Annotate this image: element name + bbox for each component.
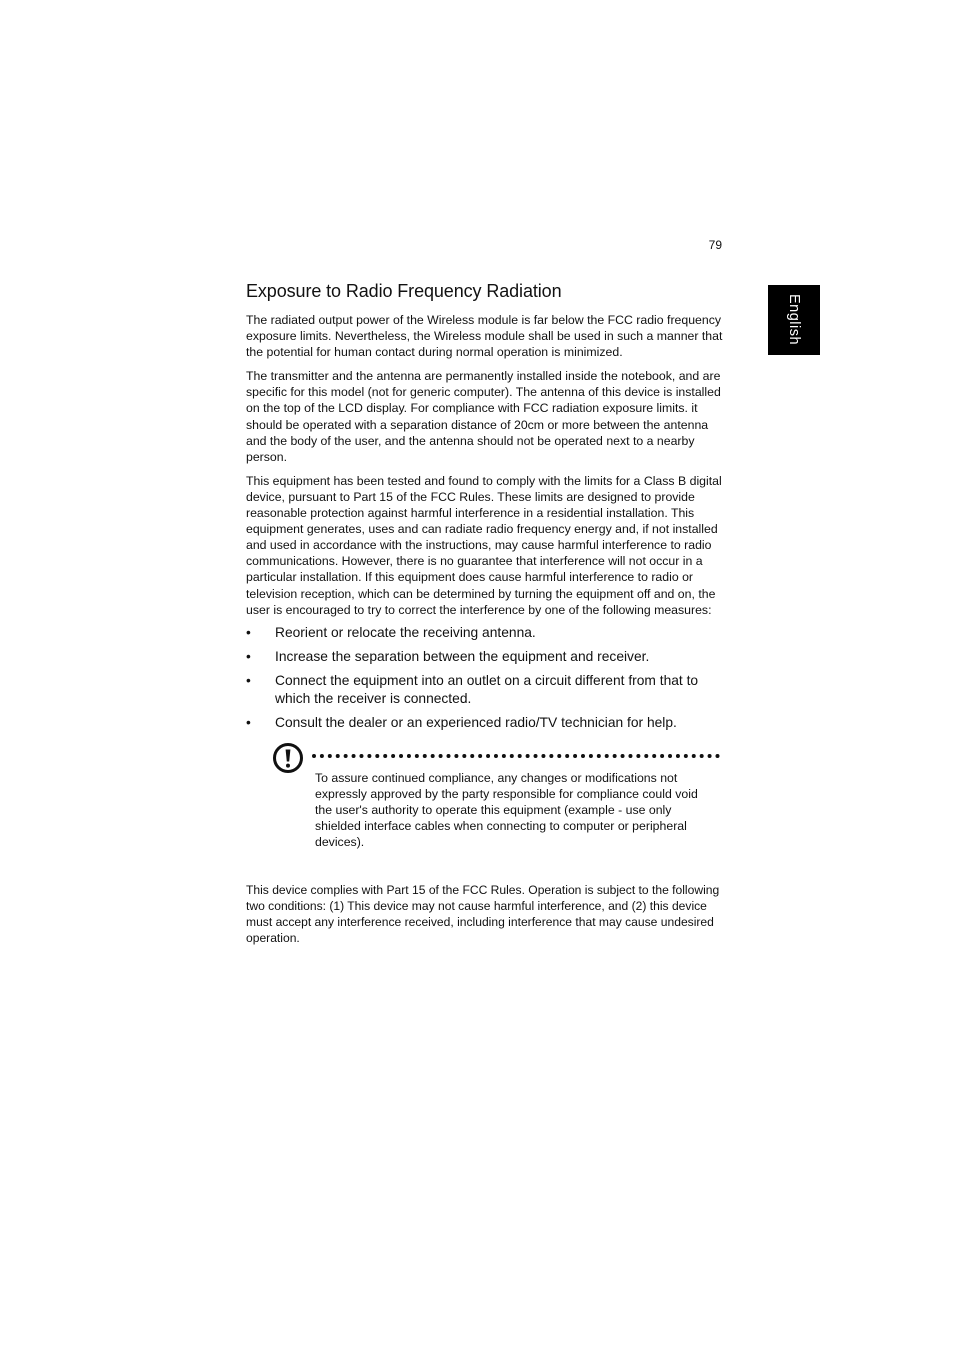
bullet-marker: • [246,672,251,688]
section-title: Exposure to Radio Frequency Radiation [246,281,562,301]
compliance-statement: This device complies with Part 15 of the FCC Rules. Operation is subject to the following two conditions: (1) This device may not cause harmful interference, and (2) this device must accept any interference received, including interference that may cause undesired operation. [246,882,720,945]
bullet-marker: • [246,624,251,640]
bullet-marker: • [246,648,251,664]
list-item-text: Increase the separation between the equipment and receiver. [275,648,650,664]
paragraph-antenna: The transmitter and the antenna are permanently installed inside the notebook, and are specific for this model (not for generic computer). The antenna of this device is installed on the top of the LCD display. For compliance with FCC radiation exposure limits. it should be operated with a separation distance of 20cm or more between the antenna and the body of the user, and the antenna should not be operated next to a nearby person. [246,369,721,464]
list-item-text: Consult the dealer or an experienced radio/TV technician for help. [275,714,677,730]
exclamation-circle-icon [272,742,304,774]
list-item-text: Connect the equipment into an outlet on a circuit different from that to which the receiver is connected. [275,672,699,706]
list-item [246,714,724,732]
list-item-text: Reorient or relocate the receiving antenna. [275,624,536,640]
language-tab [768,285,820,355]
list-item [246,648,724,666]
paragraph-output-power: The radiated output power of the Wireless module is far below the FCC radio frequency exposure limits. Nevertheless, the Wireless module shall be used in such a manner that the potential for human contact during normal operation is minimized. [246,313,723,360]
note-divider [312,754,720,758]
list-item [246,624,724,642]
language-tab-label: English [786,294,802,346]
caution-note [246,742,724,862]
bullet-marker: • [246,714,251,730]
list-item [246,672,724,708]
measures-list [246,624,724,732]
paragraph-class-b: This equipment has been tested and found to comply with the limits for a Class B digital device, pursuant to Part 15 of the FCC Rules. These limits are designed to provide reasonable protection against harmful interference in a residential installation. This equipment generates, uses and can radiate radio frequency energy and, if not installed and used in accordance with the instructions, may cause harmful interference to radio communications. However, there is no guarantee that interference will not occur in a particular installation. If this equipment does cause harmful interference to radio or television reception, which can be determined by turning the equipment off and on, the user is encouraged to try to correct the interference by one of the following measures: [246,473,722,617]
main-content [246,280,724,946]
note-text: To assure continued compliance, any changes or modifications not expressly approved by the party responsible for compliance could void the user's authority to operate this equipment (example - use only shielded interface cables when connecting to computer or peripheral devices). [315,770,698,850]
page-number: 79 [708,238,722,252]
